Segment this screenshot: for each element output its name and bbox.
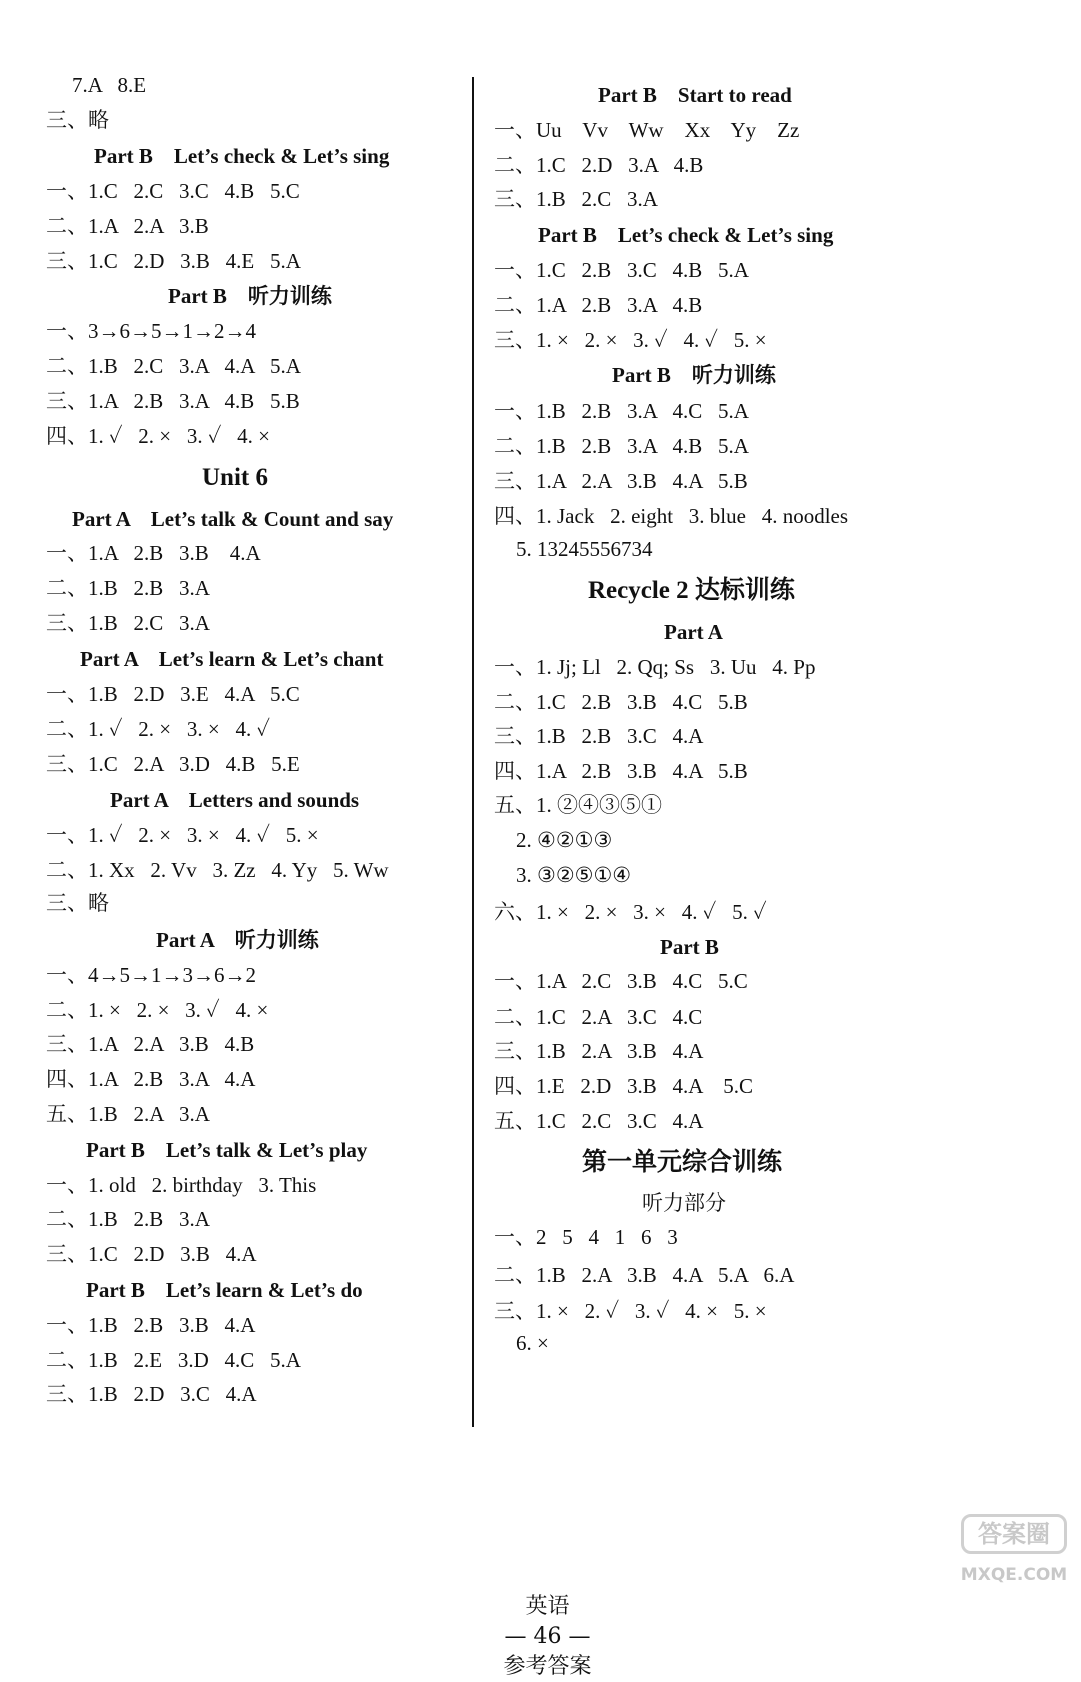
unit-title: 第一单元综合训练 xyxy=(582,1149,783,1176)
answer-line: 一、1.B 2.D 3.E 4.A 5.C xyxy=(46,682,300,706)
answer-line: 三、1.B 2.A 3.B 4.A xyxy=(494,1039,704,1063)
answer-line: 一、1.A 2.B 3.B 4.A xyxy=(46,541,261,565)
answer-line: 二、1.B 2.B 3.A xyxy=(46,1207,210,1231)
page-footer xyxy=(0,1562,1081,1682)
section-heading: Part B Let’s check & Let’s sing xyxy=(94,144,390,168)
section-heading: Part B Let’s check & Let’s sing xyxy=(538,223,834,247)
answer-line: 三、1.A 2.B 3.A 4.B 5.B xyxy=(46,389,300,413)
answer-line: 五、1. ②④③⑤① xyxy=(494,793,662,817)
answer-line: 三、1. × 2. ✓ 3. ✓ 4. × 5. × xyxy=(494,1299,767,1323)
answer-line: 三、1.A 2.A 3.B 4.A 5.B xyxy=(494,469,748,493)
answer-line: 7.A 8.E xyxy=(72,73,147,97)
section-heading: Part A xyxy=(664,620,723,644)
answer-line: 二、1. × 2. × 3. ✓ 4. × xyxy=(46,998,269,1022)
answer-line: 四、1.A 2.B 3.B 4.A 5.B xyxy=(494,759,748,783)
section-heading: 听力部分 xyxy=(642,1191,726,1215)
answer-line: 三、1.C 2.A 3.D 4.B 5.E xyxy=(46,752,300,776)
answer-line: 三、1.B 2.C 3.A xyxy=(494,187,658,211)
answer-line: 3. ③②⑤①④ xyxy=(516,863,632,887)
answer-line: 一、2 5 4 1 6 3 xyxy=(494,1225,678,1249)
answer-line: 四、1.E 2.D 3.B 4.A 5.C xyxy=(494,1074,754,1098)
watermark xyxy=(955,1514,1073,1594)
section-heading: Part A Let’s talk & Count and say xyxy=(72,507,394,531)
answer-line: 三、略 xyxy=(46,891,109,915)
answer-line: 二、1.C 2.D 3.A 4.B xyxy=(494,153,704,177)
answer-line: 三、1.A 2.A 3.B 4.B xyxy=(46,1032,255,1056)
section-heading: Part B Let’s talk & Let’s play xyxy=(86,1138,368,1162)
answer-line: 二、1.B 2.A 3.B 4.A 5.A 6.A xyxy=(494,1263,795,1287)
answer-line: 一、3→6→5→1→2→4 xyxy=(46,319,256,343)
section-heading: Part B Let’s learn & Let’s do xyxy=(86,1278,363,1302)
column-divider xyxy=(472,77,474,1427)
answer-line: 一、1. old 2. birthday 3. This xyxy=(46,1173,317,1197)
watermark-url: MXQE.COM xyxy=(960,1565,1068,1585)
answer-line: 一、Uu Vv Ww Xx Yy Zz xyxy=(494,118,800,142)
answer-line: 三、1.B 2.B 3.C 4.A xyxy=(494,724,704,748)
unit-title: Unit 6 xyxy=(202,464,268,491)
answer-line: 6. × xyxy=(516,1331,549,1355)
answer-line: 二、1.B 2.B 3.A 4.B 5.A xyxy=(494,434,749,458)
section-heading: Part B xyxy=(660,935,719,959)
answer-line: 一、1.A 2.C 3.B 4.C 5.C xyxy=(494,969,748,993)
answer-line: 五、1.B 2.A 3.A xyxy=(46,1102,210,1126)
answer-line: 一、1. ✓ 2. × 3. × 4. ✓ 5. × xyxy=(46,823,319,847)
answer-line: 二、1.B 2.E 3.D 4.C 5.A xyxy=(46,1348,301,1372)
answer-line: 三、略 xyxy=(46,108,109,132)
answer-line: 三、1.C 2.D 3.B 4.E 5.A xyxy=(46,249,301,273)
answer-line: 三、1.B 2.C 3.A xyxy=(46,611,210,635)
answer-line: 四、1. Jack 2. eight 3. blue 4. noodles xyxy=(494,504,849,528)
watermark-logo: 答案圈 xyxy=(961,1514,1067,1554)
answer-line: 二、1. ✓ 2. × 3. × 4. ✓ xyxy=(46,717,271,741)
section-heading: Part A 听力训练 xyxy=(156,928,319,952)
answer-line: 二、1.B 2.C 3.A 4.A 5.A xyxy=(46,354,301,378)
page-number: — 46 — xyxy=(504,1624,591,1649)
answer-line: 三、1.B 2.D 3.C 4.A xyxy=(46,1382,257,1406)
footer-section: 参考答案 xyxy=(503,1654,592,1679)
answer-line: 三、1.C 2.D 3.B 4.A xyxy=(46,1242,257,1266)
answer-line: 一、4→5→1→3→6→2 xyxy=(46,963,256,987)
answer-line: 五、1.C 2.C 3.C 4.A xyxy=(494,1109,704,1133)
answer-line: 一、1. Jj; Ll 2. Qq; Ss 3. Uu 4. Pp xyxy=(494,655,816,679)
answer-line: 2. ④②①③ xyxy=(516,828,613,852)
answer-line: 六、1. × 2. × 3. × 4. ✓ 5. ✓ xyxy=(494,900,767,924)
section-heading: Part B 听力训练 xyxy=(168,284,332,308)
answer-line: 四、1. ✓ 2. × 3. ✓ 4. × xyxy=(46,424,271,448)
answer-line: 一、1.B 2.B 3.B 4.A xyxy=(46,1313,256,1337)
answer-line: 二、1. Xx 2. Vv 3. Zz 4. Yy 5. Ww xyxy=(46,858,389,882)
answer-line: 二、1.C 2.B 3.B 4.C 5.B xyxy=(494,690,748,714)
answer-line: 四、1.A 2.B 3.A 4.A xyxy=(46,1067,256,1091)
answer-line: 二、1.A 2.B 3.A 4.B xyxy=(494,293,703,317)
section-heading: Part A Letters and sounds xyxy=(110,788,360,812)
answer-line: 二、1.B 2.B 3.A xyxy=(46,576,210,600)
answer-line: 5. 13245556734 xyxy=(516,537,653,561)
section-heading: Part A Let’s learn & Let’s chant xyxy=(80,647,384,671)
unit-title: Recycle 2 达标训练 xyxy=(588,577,795,604)
answer-line: 二、1.C 2.A 3.C 4.C xyxy=(494,1005,703,1029)
answer-line: 二、1.A 2.A 3.B xyxy=(46,214,209,238)
section-heading: Part B 听力训练 xyxy=(612,363,776,387)
answer-line: 一、1.B 2.B 3.A 4.C 5.A xyxy=(494,399,749,423)
section-heading: Part B Start to read xyxy=(598,83,792,107)
answer-line: 一、1.C 2.B 3.C 4.B 5.A xyxy=(494,258,749,282)
footer-subject: 英语 xyxy=(525,1594,570,1619)
answer-line: 三、1. × 2. × 3. ✓ 4. ✓ 5. × xyxy=(494,328,767,352)
answer-line: 一、1.C 2.C 3.C 4.B 5.C xyxy=(46,179,300,203)
